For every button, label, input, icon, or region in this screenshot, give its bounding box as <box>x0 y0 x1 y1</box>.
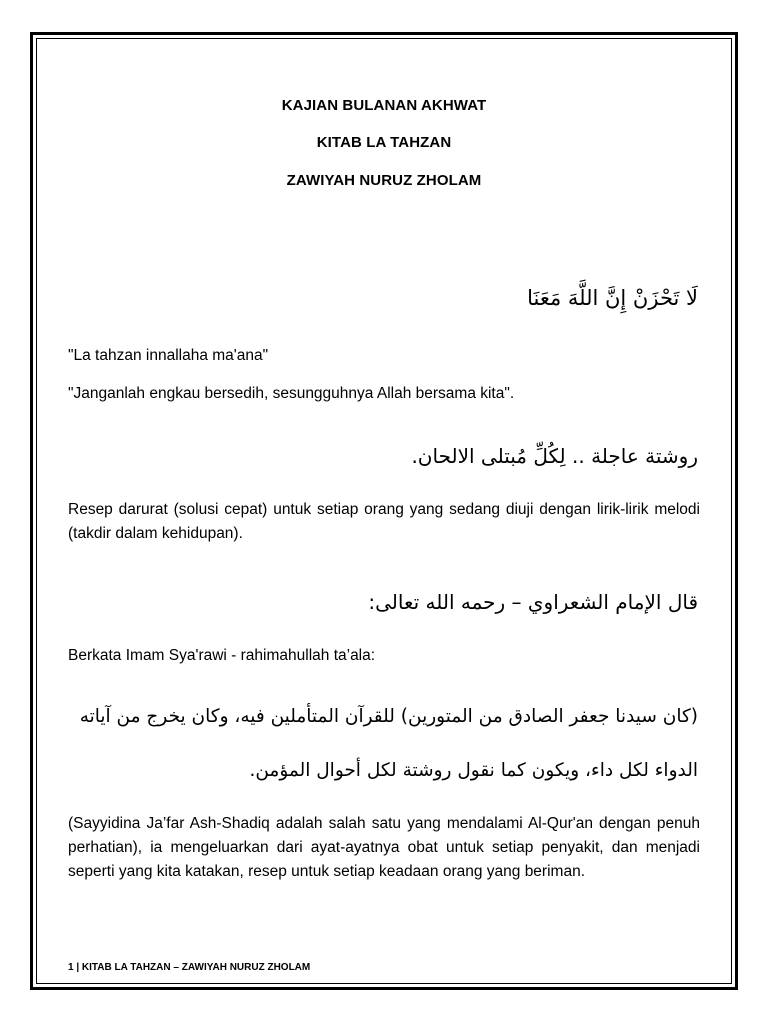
subtitle-translation: Resep darurat (solusi cepat) untuk setiap orang yang sedang diuji dengan lirik-lirik melodi (takdir dalam kehidupan). <box>68 501 700 542</box>
subtitle-arabic: روشتة عاجلة .. لِكُلِّ مُبتلى الالحان. <box>411 444 698 468</box>
quote-intro-translation: Berkata Imam Sya'rawi - rahimahullah ta’ala: <box>68 647 376 664</box>
quote-arabic-line-2: الدواء لكل داء، ويكون كما نقول روشتة لكل أحوال المؤمن. <box>249 760 698 781</box>
verse-translation: "Janganlah engkau bersedih, sesungguhnya Allah bersama kita". <box>68 385 515 402</box>
quote-translation: (Sayyidina Ja’far Ash-Shadiq adalah salah satu yang mendalami Al-Qur'an dengan penuh perhatian), ia mengeluarkan dari ayat-ayatnya obat untuk setiap penyakit, dan menjadi seperti yang kita katakan, resep untuk setiap keadaan orang yang beriman. <box>68 815 700 880</box>
page-footer: 1 | KITAB LA TAHZAN – ZAWIYAH NURUZ ZHOLAM <box>68 962 311 973</box>
quote-intro-arabic: قال الإمام الشعراوي – رحمه الله تعالى: <box>368 590 698 614</box>
verse-arabic: لَا تَحْزَنْ إِنَّ اللَّهَ مَعَنَا <box>527 286 698 310</box>
heading-line-1: KAJIAN BULANAN AKHWAT <box>281 97 487 114</box>
quote-arabic-line-1: (كان سيدنا جعفر الصادق من المتورين) للقرآن المتأملين فيه، وكان يخرج من آياته <box>79 706 698 727</box>
heading-line-2: KITAB LA TAHZAN <box>316 134 452 151</box>
heading-line-3: ZAWIYAH NURUZ ZHOLAM <box>286 172 482 189</box>
verse-transliteration: "La tahzan innallaha ma'ana" <box>68 347 269 364</box>
